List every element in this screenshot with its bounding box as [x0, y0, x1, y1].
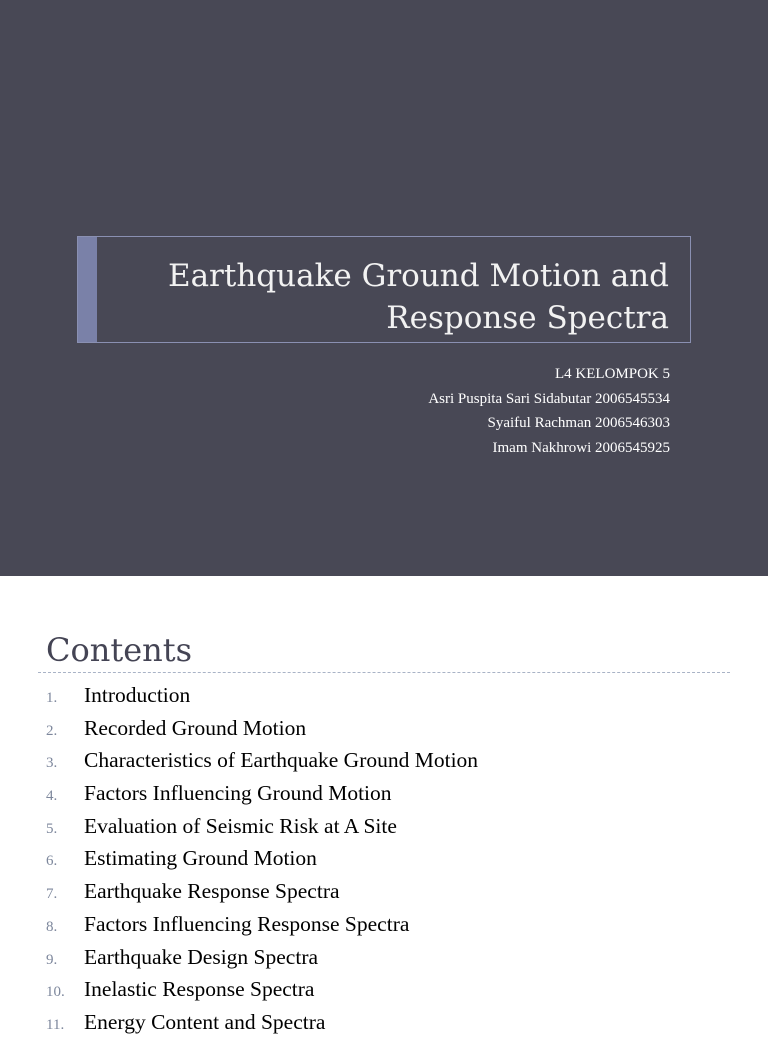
member-1: Asri Puspita Sari Sidabutar 2006545534 [428, 390, 670, 407]
list-item-number: 7. [46, 886, 58, 903]
list-item-number: 9. [46, 951, 58, 968]
list-item-number: 4. [46, 788, 58, 805]
list-item-text: Energy Content and Spectra [84, 1009, 326, 1034]
member-2: Syaiful Rachman 2006546303 [487, 415, 670, 432]
list-item-text: Factors Influencing Ground Motion [84, 781, 392, 806]
list-item-text: Characteristics of Earthquake Ground Motion [84, 748, 479, 773]
list-item-number: 6. [46, 853, 58, 870]
list-item-number: 2. [46, 722, 58, 739]
slide-title [109, 255, 669, 339]
list-item [0, 681, 768, 714]
slide-title-line-1: Earthquake Ground Motion and [167, 258, 669, 294]
slide-subtitle [428, 362, 670, 461]
list-item-number: 11. [46, 1016, 65, 1033]
list-item-number: 10. [46, 984, 65, 1001]
slide-title-line-2: Response Spectra [386, 300, 669, 336]
list-item [0, 714, 768, 747]
list-item-text: Estimating Ground Motion [84, 846, 317, 871]
list-item [0, 779, 768, 812]
list-item [0, 746, 768, 779]
member-3: Imam Nakhrowi 2006545925 [492, 440, 670, 457]
contents-heading: Contents [46, 631, 193, 669]
list-item-text: Introduction [84, 683, 191, 707]
list-item-text: Factors Influencing Response Spectra [84, 911, 410, 936]
list-item-text: Recorded Ground Motion [84, 715, 307, 740]
list-item-number: 1. [46, 690, 58, 706]
contents-list [0, 681, 768, 1041]
list-item-text: Evaluation of Seismic Risk at A Site [84, 813, 397, 838]
title-box [77, 236, 691, 343]
list-item-text: Inelastic Response Spectra [84, 977, 315, 1002]
list-item [0, 975, 768, 1008]
list-item-text: Earthquake Design Spectra [84, 944, 319, 969]
list-item [0, 877, 768, 910]
list-item-number: 3. [46, 755, 58, 772]
title-accent-bar [78, 237, 97, 342]
heading-divider [38, 672, 730, 673]
list-item [0, 943, 768, 976]
list-item [0, 910, 768, 943]
list-item [0, 844, 768, 877]
contents-slide [0, 576, 768, 1034]
group-name: L4 KELOMPOK 5 [555, 366, 670, 382]
list-item-number: 5. [46, 820, 58, 837]
list-item-text: Earthquake Response Spectra [84, 879, 340, 904]
list-item [0, 812, 768, 845]
list-item-number: 8. [46, 918, 58, 935]
list-item [0, 1008, 768, 1041]
